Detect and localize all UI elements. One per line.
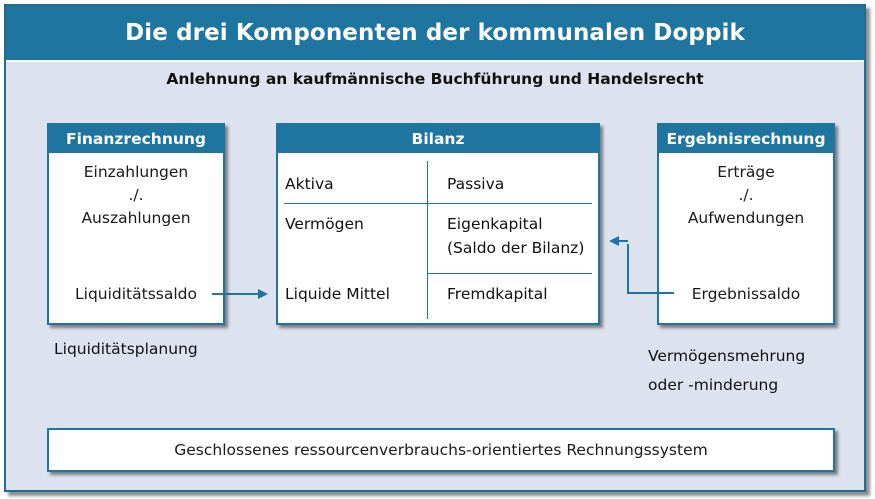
passiva-label: Passiva [447,175,505,193]
finanzrechnung-body [49,161,223,230]
minus-sign: ./. [128,186,144,204]
bilanz-horizontal-divider [284,203,592,204]
eigenkapital-note: (Saldo der Bilanz) [447,239,585,257]
passiva-split-divider [427,273,592,274]
ertraege-label: Erträge [717,163,775,181]
liquiditaetssaldo-label: Liquiditätssaldo [75,285,197,303]
aktiva-label: Aktiva [285,175,334,193]
aufwendungen-label: Aufwendungen [687,209,805,227]
ergebnisrechnung-box [657,123,835,325]
fremdkapital-label: Fremdkapital [447,285,548,303]
bilanz-box [276,123,600,325]
finanzrechnung-box [47,123,225,325]
diagram-subtitle: Anlehnung an kaufmännische Buchführung und Handelsrecht [166,70,704,88]
ergebnissaldo-label: Ergebnissaldo [691,285,801,303]
rechnungssystem-box [47,428,835,472]
liquiditaetsplanung-label: Liquiditätsplanung [54,340,198,358]
ergebnisrechnung-title: Ergebnisrechnung [659,125,833,155]
diagram-title: Die drei Komponenten der kommunalen Doppik [125,20,745,46]
auszahlungen-label: Auszahlungen [81,209,191,227]
vermoegen-label: Vermögen [285,215,364,233]
rechnungssystem-label: Geschlossenes ressourcenverbrauchs-orientiertes Rechnungssystem [174,441,708,459]
title-bar [6,6,864,62]
vermoegensminderung-label: oder -minderung [648,376,779,394]
eigenkapital-label: Eigenkapital [447,215,543,233]
einzahlungen-label: Einzahlungen [83,163,189,181]
liquide-mittel-label: Liquide Mittel [285,285,390,303]
bilanz-title: Bilanz [278,125,598,155]
finanzrechnung-title: Finanzrechnung [49,125,223,155]
vermoegensmehrung-label: Vermögensmehrung [648,347,806,365]
ergebnisrechnung-body [659,161,833,230]
diagram-frame [4,4,866,492]
bilanz-vertical-divider [427,161,428,319]
minus-sign: ./. [738,186,754,204]
